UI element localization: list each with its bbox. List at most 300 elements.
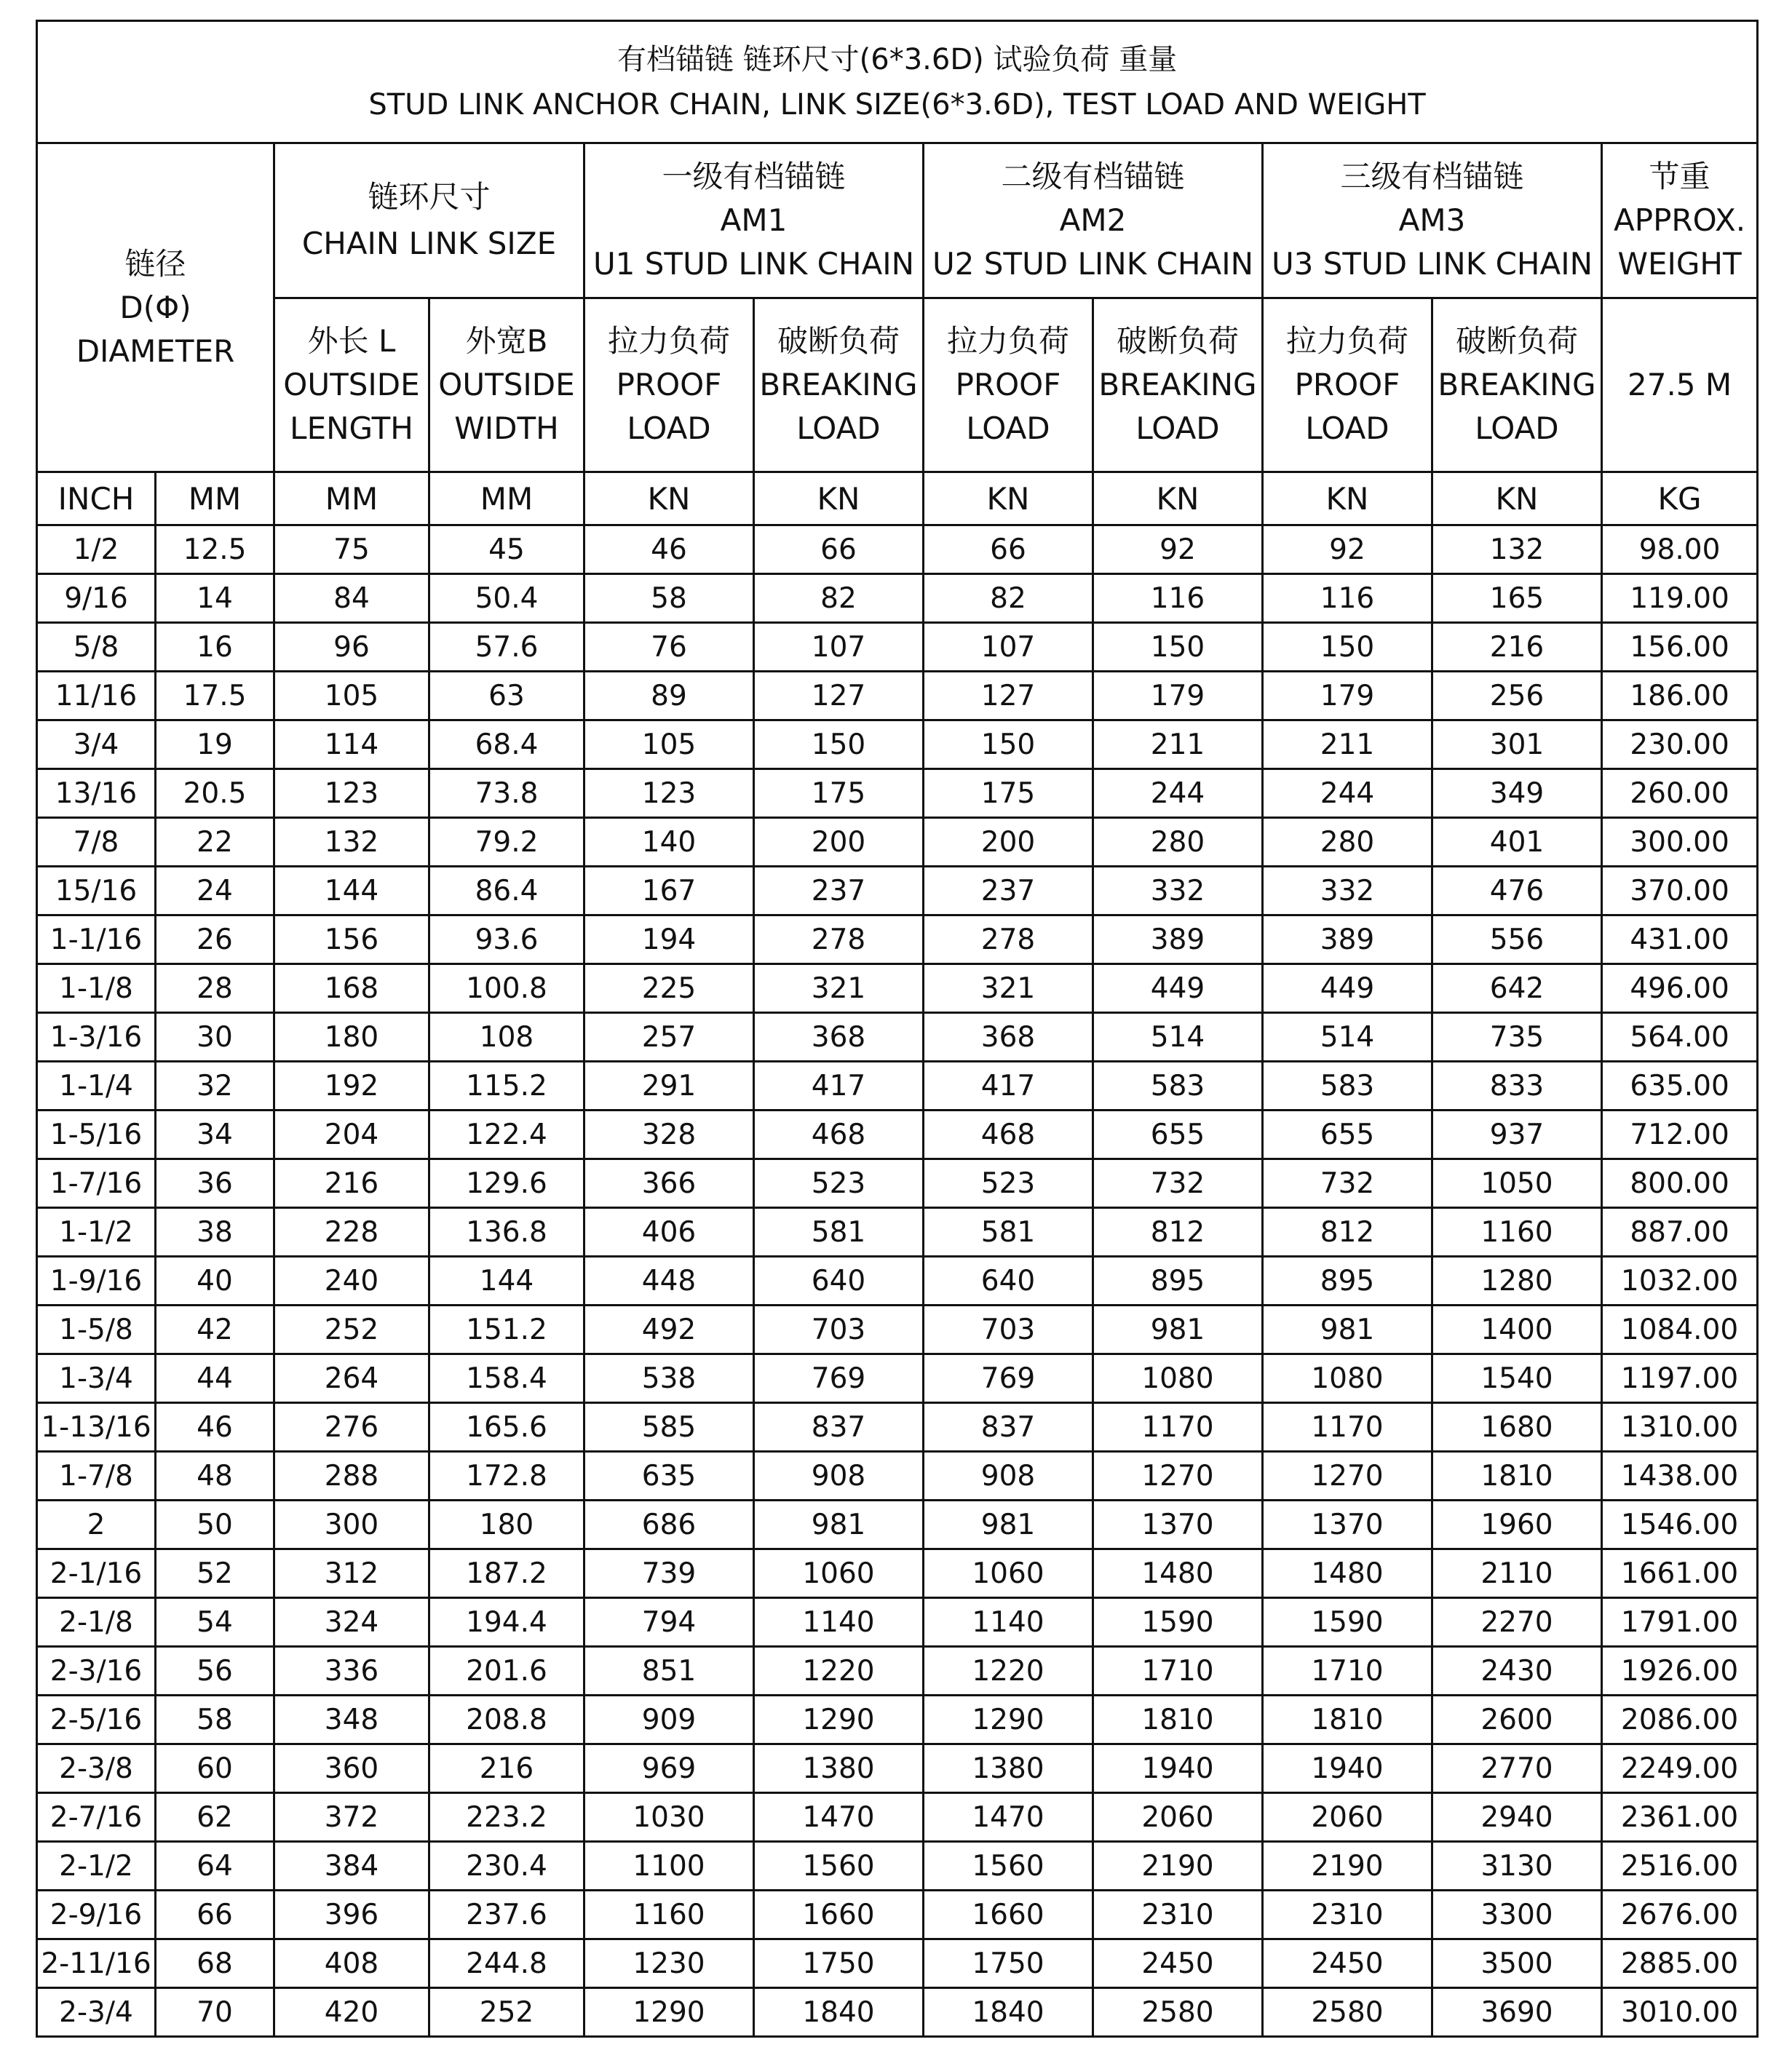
cell-am3-breaking-load: 2940: [1432, 1793, 1602, 1842]
cell-outside-length: 252: [274, 1306, 429, 1354]
cell-am1-breaking-load: 640: [754, 1257, 924, 1306]
am1-header-code: AM1: [720, 202, 788, 238]
cell-outside-length: 123: [274, 769, 429, 818]
cell-am1-proof-load: 1100: [584, 1842, 754, 1891]
cell-mm: 54: [156, 1598, 274, 1647]
cell-outside-width: 223.2: [429, 1793, 584, 1842]
breaking-load-en2: LOAD: [1475, 410, 1559, 446]
cell-am2-breaking-load: 2060: [1093, 1793, 1263, 1842]
cell-outside-length: 288: [274, 1452, 429, 1501]
cell-outside-width: 108: [429, 1013, 584, 1062]
am1-breaking-load-header: [754, 298, 924, 472]
cell-mm: 50: [156, 1501, 274, 1549]
cell-outside-width: 129.6: [429, 1159, 584, 1208]
cell-approx-weight: 370.00: [1602, 867, 1758, 915]
cell-am1-breaking-load: 981: [754, 1501, 924, 1549]
cell-outside-width: 244.8: [429, 1939, 584, 1988]
am3-header: [1263, 143, 1602, 298]
cell-approx-weight: 712.00: [1602, 1111, 1758, 1159]
cell-am3-proof-load: 332: [1263, 867, 1432, 915]
cell-mm: 32: [156, 1062, 274, 1111]
cell-am2-proof-load: 640: [924, 1257, 1093, 1306]
cell-am3-breaking-load: 1810: [1432, 1452, 1602, 1501]
cell-mm: 40: [156, 1257, 274, 1306]
cell-am3-breaking-load: 1680: [1432, 1403, 1602, 1452]
cell-am1-proof-load: 794: [584, 1598, 754, 1647]
am3-header-zh: 三级有档锚链: [1340, 159, 1524, 194]
outside-length-header: [274, 298, 429, 472]
cell-mm: 24: [156, 867, 274, 915]
outside-length-en2: LENGTH: [290, 410, 413, 446]
cell-outside-length: 180: [274, 1013, 429, 1062]
cell-am3-proof-load: 514: [1263, 1013, 1432, 1062]
cell-am3-breaking-load: 1400: [1432, 1306, 1602, 1354]
table-row: [37, 525, 1758, 574]
cell-am2-proof-load: 321: [924, 964, 1093, 1013]
table-row: [37, 1403, 1758, 1452]
cell-am3-proof-load: 732: [1263, 1159, 1432, 1208]
cell-am1-proof-load: 105: [584, 720, 754, 769]
cell-inch: 2-9/16: [37, 1891, 156, 1939]
cell-am2-breaking-load: 332: [1093, 867, 1263, 915]
cell-am2-proof-load: 150: [924, 720, 1093, 769]
cell-inch: 2-7/16: [37, 1793, 156, 1842]
cell-am2-breaking-load: 583: [1093, 1062, 1263, 1111]
cell-am1-proof-load: 635: [584, 1452, 754, 1501]
cell-mm: 26: [156, 915, 274, 964]
cell-am2-proof-load: 468: [924, 1111, 1093, 1159]
cell-mm: 17.5: [156, 672, 274, 720]
table-row: [37, 1013, 1758, 1062]
am3-breaking-load-header: [1432, 298, 1602, 472]
outside-width-en1: OUTSIDE: [438, 367, 575, 402]
cell-mm: 62: [156, 1793, 274, 1842]
cell-outside-width: 165.6: [429, 1403, 584, 1452]
cell-outside-width: 100.8: [429, 964, 584, 1013]
am3-header-en: U3 STUD LINK CHAIN: [1271, 246, 1593, 282]
cell-inch: 1-5/16: [37, 1111, 156, 1159]
cell-am1-breaking-load: 417: [754, 1062, 924, 1111]
cell-am3-breaking-load: 642: [1432, 964, 1602, 1013]
cell-am3-proof-load: 583: [1263, 1062, 1432, 1111]
cell-approx-weight: 635.00: [1602, 1062, 1758, 1111]
outside-length-zh: 外长 L: [307, 323, 396, 359]
cell-outside-width: 172.8: [429, 1452, 584, 1501]
title-en: STUD LINK ANCHOR CHAIN, LINK SIZE(6*3.6D), TEST LOAD AND WEIGHT: [368, 87, 1426, 122]
cell-outside-width: 45: [429, 525, 584, 574]
cell-am2-breaking-load: 2190: [1093, 1842, 1263, 1891]
cell-approx-weight: 2086.00: [1602, 1696, 1758, 1744]
table-row: [37, 1062, 1758, 1111]
table-row: [37, 574, 1758, 623]
cell-am1-breaking-load: 1660: [754, 1891, 924, 1939]
cell-am1-proof-load: 194: [584, 915, 754, 964]
table-row: [37, 623, 1758, 672]
cell-inch: 1-1/8: [37, 964, 156, 1013]
cell-am2-proof-load: 66: [924, 525, 1093, 574]
cell-approx-weight: 2676.00: [1602, 1891, 1758, 1939]
cell-mm: 12.5: [156, 525, 274, 574]
cell-am3-proof-load: 1080: [1263, 1354, 1432, 1403]
table-row: [37, 1354, 1758, 1403]
cell-am3-breaking-load: 1960: [1432, 1501, 1602, 1549]
cell-approx-weight: 2885.00: [1602, 1939, 1758, 1988]
cell-am3-proof-load: 655: [1263, 1111, 1432, 1159]
cell-am1-breaking-load: 1560: [754, 1842, 924, 1891]
cell-am1-breaking-load: 1290: [754, 1696, 924, 1744]
breaking-load-en2: LOAD: [1135, 410, 1220, 446]
breaking-load-en1: BREAKING: [1438, 367, 1596, 402]
cell-am3-breaking-load: 1540: [1432, 1354, 1602, 1403]
cell-am3-breaking-load: 2600: [1432, 1696, 1602, 1744]
cell-inch: 7/8: [37, 818, 156, 867]
cell-am2-breaking-load: 116: [1093, 574, 1263, 623]
cell-am1-proof-load: 76: [584, 623, 754, 672]
am2-header: [924, 143, 1263, 298]
cell-am3-proof-load: 280: [1263, 818, 1432, 867]
unit-cell: KN: [924, 472, 1093, 525]
link-size-header-en: CHAIN LINK SIZE: [301, 226, 557, 261]
cell-am2-breaking-load: 1370: [1093, 1501, 1263, 1549]
cell-am1-breaking-load: 837: [754, 1403, 924, 1452]
cell-outside-length: 216: [274, 1159, 429, 1208]
cell-inch: 1-7/16: [37, 1159, 156, 1208]
cell-outside-length: 300: [274, 1501, 429, 1549]
proof-load-zh: 拉力负荷: [1285, 323, 1408, 359]
cell-am3-breaking-load: 937: [1432, 1111, 1602, 1159]
cell-mm: 44: [156, 1354, 274, 1403]
cell-am3-proof-load: 2310: [1263, 1891, 1432, 1939]
cell-am3-breaking-load: 132: [1432, 525, 1602, 574]
cell-approx-weight: 260.00: [1602, 769, 1758, 818]
cell-am2-breaking-load: 732: [1093, 1159, 1263, 1208]
cell-approx-weight: 98.00: [1602, 525, 1758, 574]
chain-spec-table: [36, 20, 1759, 2038]
table-row: [37, 1111, 1758, 1159]
cell-outside-width: 151.2: [429, 1306, 584, 1354]
cell-am3-proof-load: 2450: [1263, 1939, 1432, 1988]
am1-header: [584, 143, 924, 298]
table-row: [37, 1696, 1758, 1744]
table-row: [37, 1549, 1758, 1598]
diameter-header-symbol: D(Φ): [119, 289, 191, 325]
cell-am2-proof-load: 1840: [924, 1988, 1093, 2037]
cell-am2-breaking-load: 449: [1093, 964, 1263, 1013]
cell-am1-proof-load: 686: [584, 1501, 754, 1549]
cell-mm: 46: [156, 1403, 274, 1452]
cell-am3-breaking-load: 216: [1432, 623, 1602, 672]
cell-am2-proof-load: 703: [924, 1306, 1093, 1354]
unit-cell: KN: [1432, 472, 1602, 525]
am2-proof-load-header: [924, 298, 1093, 472]
table-row: [37, 1988, 1758, 2037]
table-header: [37, 21, 1758, 525]
am1-proof-load-header: [584, 298, 754, 472]
cell-am2-proof-load: 107: [924, 623, 1093, 672]
cell-outside-length: 372: [274, 1793, 429, 1842]
cell-am1-breaking-load: 703: [754, 1306, 924, 1354]
cell-am2-breaking-load: 244: [1093, 769, 1263, 818]
breaking-load-zh: 破断负荷: [1455, 323, 1578, 359]
cell-am2-proof-load: 175: [924, 769, 1093, 818]
diameter-header-zh: 链径: [124, 245, 186, 282]
breaking-load-en1: BREAKING: [1098, 367, 1257, 402]
cell-outside-length: 396: [274, 1891, 429, 1939]
cell-outside-width: 68.4: [429, 720, 584, 769]
cell-am3-proof-load: 1810: [1263, 1696, 1432, 1744]
cell-am3-proof-load: 1480: [1263, 1549, 1432, 1598]
cell-am3-proof-load: 116: [1263, 574, 1432, 623]
cell-approx-weight: 564.00: [1602, 1013, 1758, 1062]
cell-inch: 2-3/8: [37, 1744, 156, 1793]
cell-inch: 1-1/2: [37, 1208, 156, 1257]
cell-inch: 2-11/16: [37, 1939, 156, 1988]
cell-am3-proof-load: 1710: [1263, 1647, 1432, 1696]
cell-outside-length: 156: [274, 915, 429, 964]
cell-mm: 28: [156, 964, 274, 1013]
table-row: [37, 1793, 1758, 1842]
cell-inch: 5/8: [37, 623, 156, 672]
proof-load-en1: PROOF: [955, 367, 1061, 402]
cell-outside-length: 144: [274, 867, 429, 915]
cell-am3-breaking-load: 2110: [1432, 1549, 1602, 1598]
cell-approx-weight: 119.00: [1602, 574, 1758, 623]
table-row: [37, 818, 1758, 867]
am2-header-zh: 二级有档锚链: [1001, 159, 1185, 194]
cell-am1-proof-load: 909: [584, 1696, 754, 1744]
cell-approx-weight: 496.00: [1602, 964, 1758, 1013]
cell-inch: 9/16: [37, 574, 156, 623]
cell-am2-breaking-load: 2310: [1093, 1891, 1263, 1939]
cell-approx-weight: 2361.00: [1602, 1793, 1758, 1842]
cell-inch: 2-1/2: [37, 1842, 156, 1891]
cell-am2-proof-load: 1220: [924, 1647, 1093, 1696]
unit-cell: MM: [429, 472, 584, 525]
cell-am2-proof-load: 200: [924, 818, 1093, 867]
title-zh: 有档锚链 链环尺寸(6*3.6D) 试验负荷 重量: [617, 42, 1178, 76]
cell-am2-proof-load: 82: [924, 574, 1093, 623]
cell-mm: 64: [156, 1842, 274, 1891]
cell-am3-proof-load: 211: [1263, 720, 1432, 769]
table-row: [37, 1842, 1758, 1891]
cell-inch: 1-1/16: [37, 915, 156, 964]
cell-am1-breaking-load: 175: [754, 769, 924, 818]
table-row: [37, 1159, 1758, 1208]
diameter-header-en: DIAMETER: [76, 333, 235, 369]
cell-inch: 2-1/16: [37, 1549, 156, 1598]
cell-am1-breaking-load: 523: [754, 1159, 924, 1208]
cell-outside-length: 96: [274, 623, 429, 672]
cell-am3-proof-load: 1590: [1263, 1598, 1432, 1647]
cell-inch: 15/16: [37, 867, 156, 915]
cell-inch: 2: [37, 1501, 156, 1549]
cell-am3-proof-load: 244: [1263, 769, 1432, 818]
cell-mm: 60: [156, 1744, 274, 1793]
cell-approx-weight: 2516.00: [1602, 1842, 1758, 1891]
cell-inch: 13/16: [37, 769, 156, 818]
cell-approx-weight: 1546.00: [1602, 1501, 1758, 1549]
weight-header-en1: APPROX.: [1614, 202, 1746, 238]
cell-approx-weight: 1791.00: [1602, 1598, 1758, 1647]
cell-outside-width: 86.4: [429, 867, 584, 915]
cell-am2-breaking-load: 389: [1093, 915, 1263, 964]
unit-cell: MM: [274, 472, 429, 525]
cell-am2-breaking-load: 1810: [1093, 1696, 1263, 1744]
cell-outside-width: 194.4: [429, 1598, 584, 1647]
outside-length-en1: OUTSIDE: [283, 367, 420, 402]
table-row: [37, 769, 1758, 818]
cell-am1-breaking-load: 278: [754, 915, 924, 964]
cell-am1-breaking-load: 1840: [754, 1988, 924, 2037]
cell-am3-proof-load: 1270: [1263, 1452, 1432, 1501]
cell-am1-proof-load: 739: [584, 1549, 754, 1598]
cell-approx-weight: 431.00: [1602, 915, 1758, 964]
cell-am3-breaking-load: 165: [1432, 574, 1602, 623]
outside-width-header: [429, 298, 584, 472]
cell-outside-length: 348: [274, 1696, 429, 1744]
cell-mm: 19: [156, 720, 274, 769]
cell-am2-breaking-load: 1480: [1093, 1549, 1263, 1598]
cell-am3-proof-load: 2060: [1263, 1793, 1432, 1842]
cell-am1-proof-load: 257: [584, 1013, 754, 1062]
diameter-header: [37, 143, 274, 472]
cell-mm: 20.5: [156, 769, 274, 818]
cell-outside-width: 208.8: [429, 1696, 584, 1744]
cell-am2-breaking-load: 1590: [1093, 1598, 1263, 1647]
cell-am3-proof-load: 812: [1263, 1208, 1432, 1257]
table-row: [37, 1939, 1758, 1988]
proof-load-en2: LOAD: [1305, 410, 1389, 446]
cell-mm: 14: [156, 574, 274, 623]
cell-outside-length: 240: [274, 1257, 429, 1306]
cell-am3-proof-load: 179: [1263, 672, 1432, 720]
cell-inch: 1-1/4: [37, 1062, 156, 1111]
cell-am1-breaking-load: 200: [754, 818, 924, 867]
cell-am3-proof-load: 2190: [1263, 1842, 1432, 1891]
am1-header-en: U1 STUD LINK CHAIN: [592, 246, 915, 282]
cell-am3-proof-load: 2580: [1263, 1988, 1432, 2037]
cell-am2-proof-load: 1470: [924, 1793, 1093, 1842]
cell-inch: 11/16: [37, 672, 156, 720]
cell-inch: 1-13/16: [37, 1403, 156, 1452]
cell-am2-proof-load: 368: [924, 1013, 1093, 1062]
cell-outside-width: 252: [429, 1988, 584, 2037]
cell-am1-breaking-load: 769: [754, 1354, 924, 1403]
cell-outside-length: 228: [274, 1208, 429, 1257]
cell-inch: 1-3/4: [37, 1354, 156, 1403]
cell-outside-width: 180: [429, 1501, 584, 1549]
cell-am3-breaking-load: 3690: [1432, 1988, 1602, 2037]
cell-am2-breaking-load: 1270: [1093, 1452, 1263, 1501]
cell-am1-breaking-load: 1470: [754, 1793, 924, 1842]
unit-cell: KN: [584, 472, 754, 525]
cell-am1-breaking-load: 1750: [754, 1939, 924, 1988]
cell-am1-proof-load: 406: [584, 1208, 754, 1257]
cell-am3-breaking-load: 1160: [1432, 1208, 1602, 1257]
cell-am3-proof-load: 895: [1263, 1257, 1432, 1306]
cell-am2-breaking-load: 2450: [1093, 1939, 1263, 1988]
cell-am3-breaking-load: 2430: [1432, 1647, 1602, 1696]
cell-mm: 42: [156, 1306, 274, 1354]
cell-am1-proof-load: 969: [584, 1744, 754, 1793]
cell-am1-proof-load: 492: [584, 1306, 754, 1354]
unit-cell: MM: [156, 472, 274, 525]
cell-am1-proof-load: 58: [584, 574, 754, 623]
cell-am2-breaking-load: 981: [1093, 1306, 1263, 1354]
cell-inch: 1-9/16: [37, 1257, 156, 1306]
cell-am1-breaking-load: 321: [754, 964, 924, 1013]
link-size-header-zh: 链环尺寸: [368, 179, 491, 215]
cell-am2-breaking-load: 280: [1093, 818, 1263, 867]
table-row: [37, 1647, 1758, 1696]
cell-approx-weight: 2249.00: [1602, 1744, 1758, 1793]
table-row: [37, 915, 1758, 964]
cell-inch: 2-1/8: [37, 1598, 156, 1647]
cell-mm: 22: [156, 818, 274, 867]
cell-am3-breaking-load: 3500: [1432, 1939, 1602, 1988]
cell-am1-proof-load: 291: [584, 1062, 754, 1111]
cell-am2-breaking-load: 1710: [1093, 1647, 1263, 1696]
cell-am3-breaking-load: 476: [1432, 867, 1602, 915]
cell-am3-breaking-load: 401: [1432, 818, 1602, 867]
am3-proof-load-header: [1263, 298, 1432, 472]
cell-am3-proof-load: 150: [1263, 623, 1432, 672]
cell-am1-proof-load: 225: [584, 964, 754, 1013]
cell-approx-weight: 186.00: [1602, 672, 1758, 720]
cell-mm: 66: [156, 1891, 274, 1939]
proof-load-en2: LOAD: [627, 410, 711, 446]
cell-outside-width: 115.2: [429, 1062, 584, 1111]
cell-am1-proof-load: 851: [584, 1647, 754, 1696]
proof-load-en1: PROOF: [1294, 367, 1400, 402]
cell-am1-proof-load: 1030: [584, 1793, 754, 1842]
cell-outside-length: 276: [274, 1403, 429, 1452]
cell-am3-proof-load: 92: [1263, 525, 1432, 574]
weight-header-zh: 节重: [1649, 159, 1710, 194]
cell-outside-length: 192: [274, 1062, 429, 1111]
cell-am2-proof-load: 769: [924, 1354, 1093, 1403]
table-row: [37, 964, 1758, 1013]
table-row: [37, 1452, 1758, 1501]
table-row: [37, 1598, 1758, 1647]
unit-cell: INCH: [37, 472, 156, 525]
cell-am2-breaking-load: 812: [1093, 1208, 1263, 1257]
cell-am3-breaking-load: 1280: [1432, 1257, 1602, 1306]
cell-outside-width: 93.6: [429, 915, 584, 964]
cell-inch: 1/2: [37, 525, 156, 574]
cell-outside-length: 168: [274, 964, 429, 1013]
cell-am3-breaking-load: 833: [1432, 1062, 1602, 1111]
proof-load-zh: 拉力负荷: [946, 323, 1069, 359]
cell-outside-length: 132: [274, 818, 429, 867]
cell-approx-weight: 1084.00: [1602, 1306, 1758, 1354]
table-row: [37, 867, 1758, 915]
cell-am1-breaking-load: 468: [754, 1111, 924, 1159]
cell-am1-proof-load: 46: [584, 525, 754, 574]
cell-outside-length: 75: [274, 525, 429, 574]
cell-am1-breaking-load: 66: [754, 525, 924, 574]
cell-am1-proof-load: 366: [584, 1159, 754, 1208]
proof-load-en1: PROOF: [616, 367, 722, 402]
cell-am2-breaking-load: 211: [1093, 720, 1263, 769]
cell-approx-weight: 800.00: [1602, 1159, 1758, 1208]
cell-am1-proof-load: 538: [584, 1354, 754, 1403]
proof-load-en2: LOAD: [966, 410, 1050, 446]
cell-inch: 1-7/8: [37, 1452, 156, 1501]
cell-outside-length: 312: [274, 1549, 429, 1598]
weight-header-en2: WEIGHT: [1617, 246, 1742, 282]
cell-approx-weight: 1197.00: [1602, 1354, 1758, 1403]
